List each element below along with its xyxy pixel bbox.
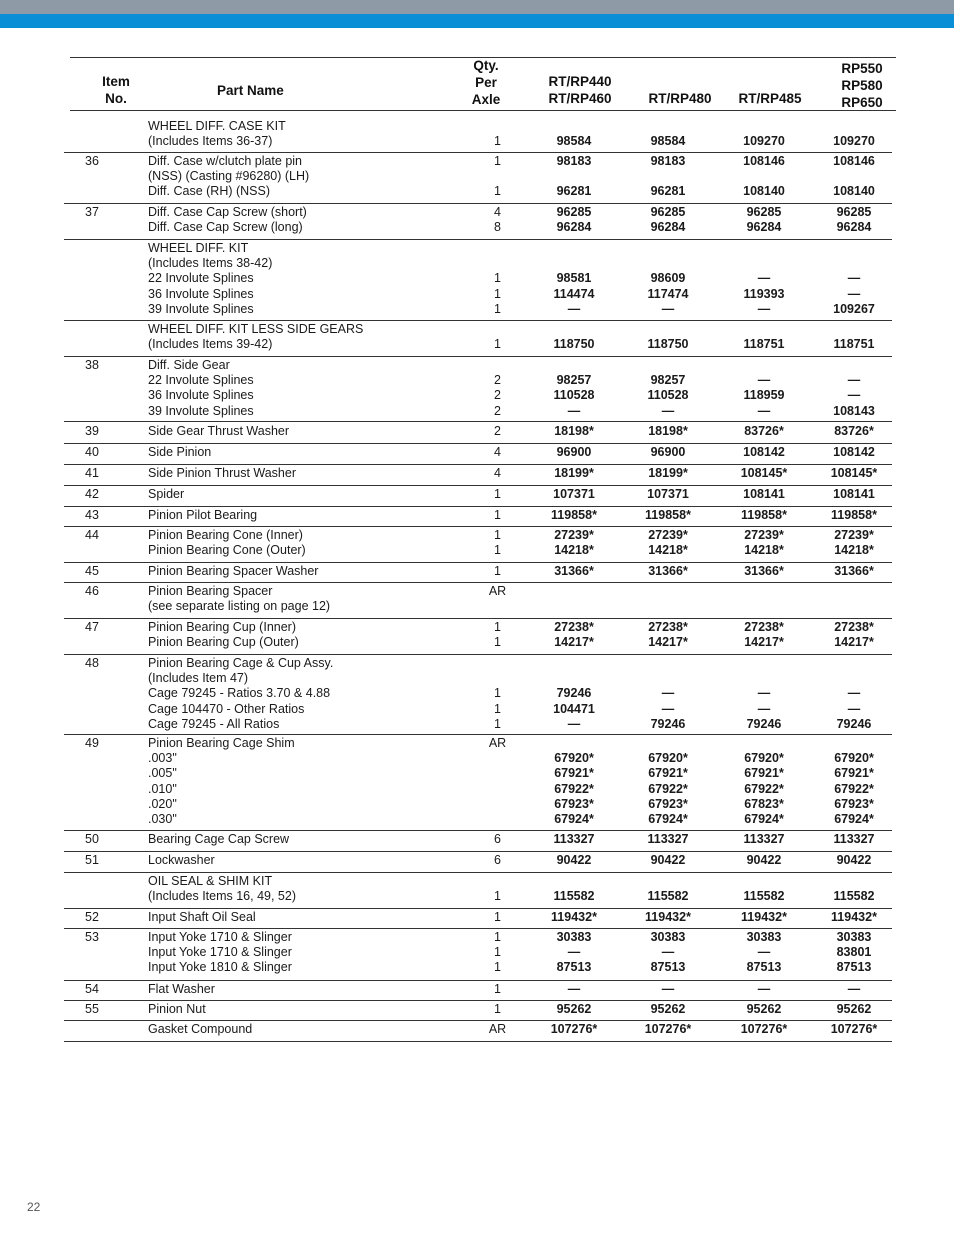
- row-rule: [64, 851, 892, 852]
- cell-name: Pinion Bearing Spacer Washer: [148, 564, 319, 578]
- cell-c4: — — 109267: [833, 271, 875, 316]
- cell-c1: 118750: [553, 337, 595, 352]
- cell-c2: 90422: [650, 853, 686, 867]
- cell-c2: 96285 96284: [650, 205, 686, 235]
- cell-c2: 96900: [650, 445, 686, 459]
- cell-c4: 30383 83801 87513: [836, 930, 872, 975]
- page-number: 22: [27, 1200, 41, 1214]
- cell-item: 52: [85, 910, 99, 924]
- cell-c1: 113327: [553, 832, 595, 846]
- cell-c3: 90422: [746, 853, 782, 867]
- cell-item: 48: [85, 656, 99, 670]
- cell-name: Pinion Nut: [148, 1002, 206, 1016]
- cell-qty: 1 1 1: [494, 686, 501, 731]
- cell-c4: 27239* 14218*: [834, 528, 874, 558]
- row-rule: [64, 506, 892, 507]
- row-rule: [64, 356, 892, 357]
- cell-c2: 118750: [647, 337, 689, 352]
- cell-item: 55: [85, 1002, 99, 1016]
- cell-qty: AR: [488, 584, 507, 598]
- cell-qty: 4: [494, 445, 501, 459]
- cell-qty: 4 8: [494, 205, 501, 235]
- header-top-rule: [70, 57, 896, 58]
- row-rule: [64, 1000, 892, 1001]
- cell-c1: 67920* 67921* 67922* 67923* 67924*: [554, 751, 594, 827]
- cell-name: Lockwasher: [148, 853, 215, 867]
- cell-item: 42: [85, 487, 99, 501]
- cell-name: Pinion Bearing Cup (Inner) Pinion Bearing Cup (Outer): [148, 620, 299, 650]
- cell-c4: 96285 96284: [836, 205, 872, 235]
- cell-qty: 1: [494, 564, 501, 578]
- cell-c1: 27238* 14217*: [554, 620, 594, 650]
- col-header-part-name: Part Name: [217, 83, 284, 98]
- cell-c4: 67920* 67921* 67922* 67923* 67924*: [834, 751, 874, 827]
- cell-c1: 98584: [556, 134, 592, 149]
- cell-c4: 109270: [833, 134, 875, 149]
- row-rule: [64, 562, 892, 563]
- cell-c3: 108145*: [740, 466, 788, 480]
- cell-c1: 98183 96281: [556, 154, 592, 199]
- cell-item: 49: [85, 736, 99, 750]
- cell-name: Flat Washer: [148, 982, 215, 996]
- cell-name: OIL SEAL & SHIM KIT (Includes Items 16, 49, 52): [148, 874, 296, 904]
- cell-name: Input Yoke 1710 & Slinger Input Yoke 1710 & Slinger Input Yoke 1810 & Slinger: [148, 930, 292, 975]
- cell-qty: 2: [494, 424, 501, 438]
- cell-c3: 95262: [746, 1002, 782, 1016]
- cell-c3: 27238* 14217*: [744, 620, 784, 650]
- cell-qty: 1: [494, 508, 501, 522]
- cell-c4: — — 79246: [836, 686, 872, 731]
- cell-c2: —: [661, 982, 675, 996]
- cell-c1: 98257 110528 —: [553, 373, 595, 418]
- cell-c3: 108142: [743, 445, 785, 459]
- cell-qty: 4: [494, 466, 501, 480]
- cell-c1: 18198*: [554, 424, 594, 438]
- cell-item: 43: [85, 508, 99, 522]
- row-rule: [64, 1041, 892, 1042]
- cell-item: 39: [85, 424, 99, 438]
- row-rule: [64, 239, 892, 240]
- cell-item: 44: [85, 528, 99, 542]
- row-rule: [64, 654, 892, 655]
- cell-c2: 18198*: [648, 424, 688, 438]
- cell-c1: —: [567, 982, 581, 996]
- cell-c2: 113327: [647, 832, 689, 846]
- cell-name: Side Pinion Thrust Washer: [148, 466, 296, 480]
- cell-c3: 118751: [743, 337, 785, 352]
- cell-qty: 1 1 1: [494, 271, 501, 316]
- cell-c2: 30383 — 87513: [650, 930, 686, 975]
- cell-c1: 107276*: [550, 1022, 598, 1036]
- cell-c2: 119858*: [645, 508, 691, 522]
- cell-c1: 119858*: [551, 508, 597, 522]
- cell-c1: 107371: [553, 487, 595, 501]
- cell-c2: 98183 96281: [650, 154, 686, 199]
- cell-c2: 67920* 67921* 67922* 67923* 67924*: [648, 751, 688, 827]
- cell-name: Pinion Bearing Cone (Inner) Pinion Bearing Cone (Outer): [148, 528, 306, 558]
- cell-name: Spider: [148, 487, 185, 501]
- col-header-rp550-580-650: RP550 RP580 RP650: [841, 61, 883, 110]
- cell-c4: 119858*: [831, 508, 877, 522]
- cell-name: Bearing Cage Cap Screw: [148, 832, 290, 846]
- cell-qty: 1: [494, 910, 501, 924]
- cell-qty: 6: [494, 853, 501, 867]
- cell-c4: 108146 108140: [833, 154, 875, 199]
- cell-c2: 98257 110528 —: [647, 373, 689, 418]
- cell-c2: 27238* 14217*: [648, 620, 688, 650]
- row-rule: [64, 320, 892, 321]
- cell-c4: 27238* 14217*: [834, 620, 874, 650]
- cell-c3: 108141: [743, 487, 785, 501]
- cell-qty: 2 2 2: [494, 373, 501, 418]
- cell-c4: 107276*: [830, 1022, 878, 1036]
- cell-c1: 79246 104471 —: [553, 686, 595, 731]
- cell-c4: 31366*: [834, 564, 874, 578]
- cell-item: 54: [85, 982, 99, 996]
- cell-name: Gasket Compound: [148, 1022, 253, 1036]
- row-rule: [64, 485, 892, 486]
- cell-c3: — — 79246: [746, 686, 782, 731]
- row-rule: [64, 980, 892, 981]
- cell-name: Pinion Bearing Spacer (see separate listing on page 12): [148, 584, 331, 614]
- cell-c1: 30383 — 87513: [556, 930, 592, 975]
- cell-item: 51: [85, 853, 99, 867]
- cell-c2: — — 79246: [650, 686, 686, 731]
- cell-name: Diff. Case Cap Screw (short) Diff. Case Cap Screw (long): [148, 205, 307, 235]
- cell-c1: 115582: [553, 889, 595, 904]
- cell-c2: 98609 117474 —: [647, 271, 689, 316]
- row-rule: [64, 1020, 892, 1021]
- cell-c3: 119432*: [741, 910, 787, 924]
- cell-qty: 1 1: [494, 620, 501, 650]
- cell-name: WHEEL DIFF. KIT (Includes Items 38-42) 22 Involute Splines 36 Involute Splines 39 Involute Splines: [148, 241, 273, 316]
- cell-name: Input Shaft Oil Seal: [148, 910, 256, 924]
- cell-item: 37: [85, 205, 99, 219]
- row-rule: [64, 203, 892, 204]
- cell-c1: 96900: [556, 445, 592, 459]
- cell-c2: 119432*: [645, 910, 691, 924]
- cell-name: Diff. Side Gear 22 Involute Splines 36 Involute Splines 39 Involute Splines: [148, 358, 254, 418]
- cell-c2: 98584: [650, 134, 686, 149]
- cell-c3: 31366*: [744, 564, 784, 578]
- cell-item: 53: [85, 930, 99, 944]
- cell-name: Side Pinion: [148, 445, 212, 459]
- row-rule: [64, 908, 892, 909]
- cell-item: 38: [85, 358, 99, 372]
- cell-item: 41: [85, 466, 99, 480]
- cell-item: 47: [85, 620, 99, 634]
- cell-c2: 107276*: [644, 1022, 692, 1036]
- row-rule: [64, 872, 892, 873]
- cell-c2: 95262: [650, 1002, 686, 1016]
- row-rule: [64, 152, 892, 153]
- cell-item: 36: [85, 154, 99, 168]
- row-rule: [64, 618, 892, 619]
- cell-c3: 83726*: [744, 424, 784, 438]
- cell-c4: —: [847, 982, 861, 996]
- cell-c2: 107371: [647, 487, 689, 501]
- cell-c1: 27239* 14218*: [554, 528, 594, 558]
- cell-c3: 119858*: [741, 508, 787, 522]
- row-rule: [64, 830, 892, 831]
- header-bottom-rule: [70, 110, 896, 111]
- cell-c3: 115582: [743, 889, 785, 904]
- cell-name: Pinion Pilot Bearing: [148, 508, 258, 522]
- cell-qty: 1: [494, 134, 501, 149]
- cell-item: 50: [85, 832, 99, 846]
- cell-c2: 115582: [647, 889, 689, 904]
- cell-c4: 115582: [833, 889, 875, 904]
- header-gray-band: [0, 0, 954, 14]
- row-rule: [64, 928, 892, 929]
- row-rule: [64, 734, 892, 735]
- cell-qty: AR: [488, 1022, 507, 1036]
- cell-qty: 1: [494, 487, 501, 501]
- cell-qty: 1 1: [494, 528, 501, 558]
- cell-c2: 18199*: [648, 466, 688, 480]
- cell-name: Pinion Bearing Cage & Cup Assy. (Includes Item 47) Cage 79245 - Ratios 3.70 & 4.88 Cage 104470 - Other Ratios Cage 79245 - All Ratios: [148, 656, 334, 731]
- cell-name: WHEEL DIFF. KIT LESS SIDE GEARS (Includes Items 39-42): [148, 322, 364, 352]
- cell-c4: 108141: [833, 487, 875, 501]
- cell-item: 45: [85, 564, 99, 578]
- row-rule: [64, 526, 892, 527]
- cell-c4: 83726*: [834, 424, 874, 438]
- cell-c3: 109270: [743, 134, 785, 149]
- col-header-item: Item No.: [102, 74, 130, 106]
- cell-c3: 27239* 14218*: [744, 528, 784, 558]
- cell-c3: 113327: [743, 832, 785, 846]
- cell-c1: 119432*: [551, 910, 597, 924]
- cell-c2: 31366*: [648, 564, 688, 578]
- cell-name: Side Gear Thrust Washer: [148, 424, 290, 438]
- row-rule: [64, 421, 892, 422]
- col-header-qty: Qty. Per Axle: [471, 58, 501, 107]
- cell-c1: 98581 114474 —: [553, 271, 595, 316]
- cell-qty: 1: [494, 982, 501, 996]
- cell-qty: 1: [494, 337, 501, 352]
- cell-qty: 1 1: [494, 154, 501, 199]
- cell-name: WHEEL DIFF. CASE KIT (Includes Items 36-37): [148, 119, 286, 149]
- cell-qty: 1 1 1: [494, 930, 501, 975]
- cell-item: 40: [85, 445, 99, 459]
- col-header-rt-rp440-460: RT/RP440 RT/RP460: [548, 74, 612, 106]
- cell-c1: 90422: [556, 853, 592, 867]
- cell-name: Diff. Case w/clutch plate pin (NSS) (Casting #96280) (LH) Diff. Case (RH) (NSS): [148, 154, 310, 199]
- cell-name: Pinion Bearing Cage Shim .003" .005" .010" .020" .030": [148, 736, 295, 827]
- cell-c3: — 118959 —: [743, 373, 785, 418]
- cell-c3: — 119393 —: [743, 271, 785, 316]
- col-header-rt-rp480: RT/RP480: [648, 91, 712, 106]
- row-rule: [64, 582, 892, 583]
- cell-c4: 119432*: [831, 910, 877, 924]
- cell-qty: 6: [494, 832, 501, 846]
- cell-c2: 27239* 14218*: [648, 528, 688, 558]
- cell-c4: 90422: [836, 853, 872, 867]
- cell-qty: 1: [494, 889, 501, 904]
- cell-c3: 67920* 67921* 67922* 67823* 67924*: [744, 751, 784, 827]
- col-header-rt-rp485: RT/RP485: [738, 91, 802, 106]
- cell-c1: 31366*: [554, 564, 594, 578]
- row-rule: [64, 464, 892, 465]
- cell-c1: 95262: [556, 1002, 592, 1016]
- cell-c3: 107276*: [740, 1022, 788, 1036]
- cell-c1: 96285 96284: [556, 205, 592, 235]
- cell-c4: 113327: [833, 832, 875, 846]
- header-blue-band: [0, 14, 954, 28]
- cell-c4: 108145*: [830, 466, 878, 480]
- cell-c4: 108142: [833, 445, 875, 459]
- cell-c3: 30383 — 87513: [746, 930, 782, 975]
- cell-c4: 118751: [833, 337, 875, 352]
- cell-item: 46: [85, 584, 99, 598]
- cell-c3: 108146 108140: [743, 154, 785, 199]
- cell-qty: 1: [494, 1002, 501, 1016]
- cell-c4: — — 108143: [833, 373, 875, 418]
- cell-c4: 95262: [836, 1002, 872, 1016]
- cell-qty: AR: [488, 736, 507, 750]
- cell-c1: 18199*: [554, 466, 594, 480]
- row-rule: [64, 443, 892, 444]
- cell-c3: —: [757, 982, 771, 996]
- cell-c3: 96285 96284: [746, 205, 782, 235]
